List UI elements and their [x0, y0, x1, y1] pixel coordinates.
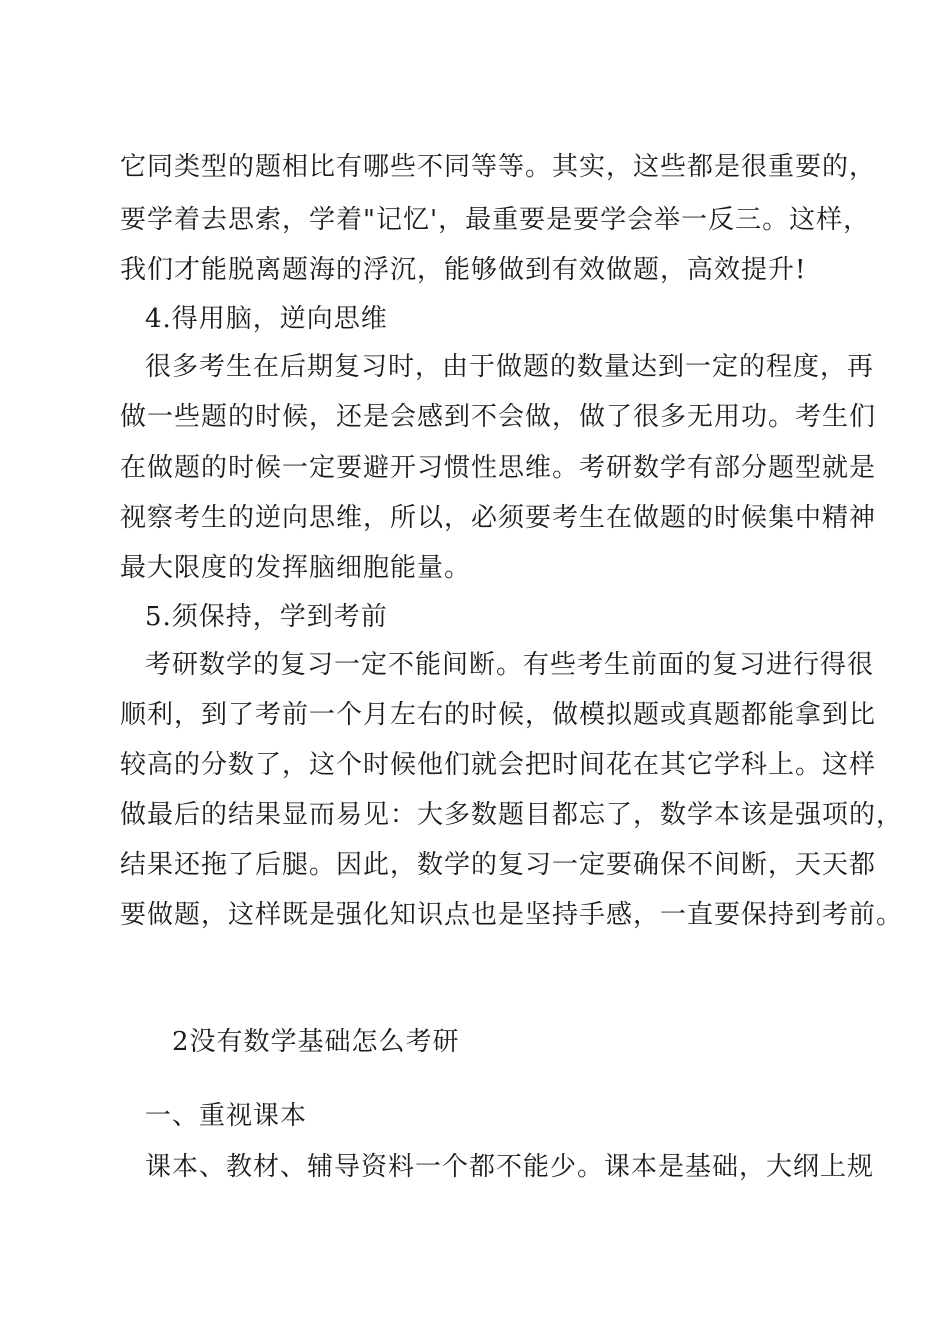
paragraph-line: 视察考生的逆向思维，所以，必须要考生在做题的时候集中精神 — [120, 503, 877, 533]
paragraph-line: 最大限度的发挥脑细胞能量。 — [120, 553, 472, 583]
paragraph-line: 我们才能脱离题海的浮沉，能够做到有效做题，高效提升! — [120, 255, 807, 285]
section-heading-5: 5.须保持，学到考前 — [145, 602, 388, 632]
paragraph-line: 要学着去思索，学着"记忆'，最重要是要学会举一反三。这样， — [120, 205, 871, 235]
section-title: 2没有数学基础怎么考研 — [172, 1027, 460, 1057]
paragraph-line: 做一些题的时候，还是会感到不会做，做了很多无用功。考生们 — [120, 402, 877, 432]
paragraph-line: 课本、教材、辅导资料一个都不能少。课本是基础，大纲上规 — [145, 1152, 875, 1182]
paragraph-line: 要做题，这样既是强化知识点也是坚持手感，一直要保持到考前。 — [120, 900, 904, 930]
paragraph-line: 在做题的时候一定要避开习惯性思维。考研数学有部分题型就是 — [120, 453, 877, 483]
paragraph-line: 结果还拖了后腿。因此，数学的复习一定要确保不间断，天天都 — [120, 850, 877, 880]
paragraph-line: 很多考生在后期复习时，由于做题的数量达到一定的程度，再 — [145, 352, 875, 382]
paragraph-line: 顺利，到了考前一个月左右的时候，做模拟题或真题都能拿到比 — [120, 700, 877, 730]
subsection-heading: 一、重视课本 — [145, 1101, 308, 1131]
paragraph-line: 它同类型的题相比有哪些不同等等。其实，这些都是很重要的， — [120, 152, 877, 182]
paragraph-line: 做最后的结果显而易见：大多数题目都忘了，数学本该是强项的， — [120, 800, 904, 830]
paragraph-line: 考研数学的复习一定不能间断。有些考生前面的复习进行得很 — [145, 650, 875, 680]
paragraph-line: 较高的分数了，这个时候他们就会把时间花在其它学科上。这样 — [120, 750, 877, 780]
section-heading-4: 4.得用脑，逆向思维 — [145, 304, 388, 334]
